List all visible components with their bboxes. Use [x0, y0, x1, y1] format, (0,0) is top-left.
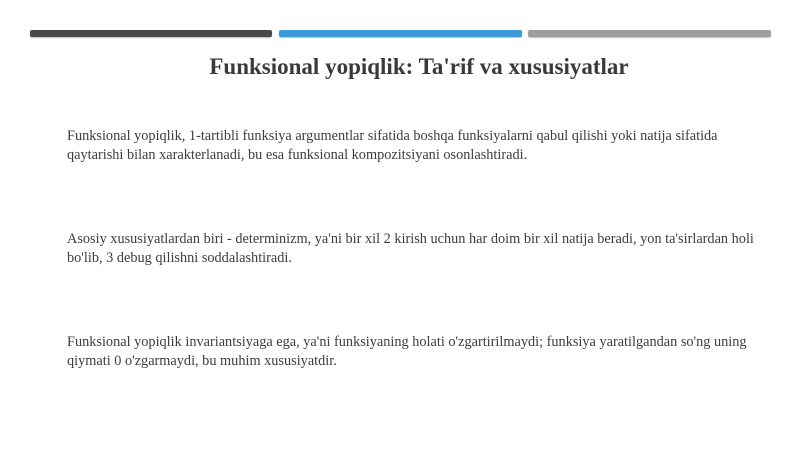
- paragraph-definition: Funksional yopiqlik, 1-tartibli funksiya argumentlar sifatida boshqa funksiyalarni qabul qilishi yoki natija sifatida qaytarishi bilan xarakterlanadi, bu esa funksional kompozitsiyani osonlashtiradi.: [67, 128, 718, 163]
- header-bar-blue: [279, 30, 522, 37]
- header-bar-gray: [528, 30, 771, 37]
- paragraph-invariance: Funksional yopiqlik invariantsiyaga ega, ya'ni funksiyaning holati o'zgartirilmaydi; funksiya yaratilgandan so'ng uning qiymati 0 o'zgarmaydi, bu muhim xususiyatdir.: [67, 334, 747, 369]
- slide-title: Funksional yopiqlik: Ta'rif va xususiyatlar: [209, 54, 629, 79]
- paragraph-determinism: Asosiy xususiyatlardan biri - determinizm, ya'ni bir xil 2 kirish uchun har doim bir xil natija beradi, yon ta'sirlardan holi bo'lib, 3 debug qilishni soddalashtiradi.: [67, 231, 754, 266]
- header-bar-dark: [30, 30, 272, 37]
